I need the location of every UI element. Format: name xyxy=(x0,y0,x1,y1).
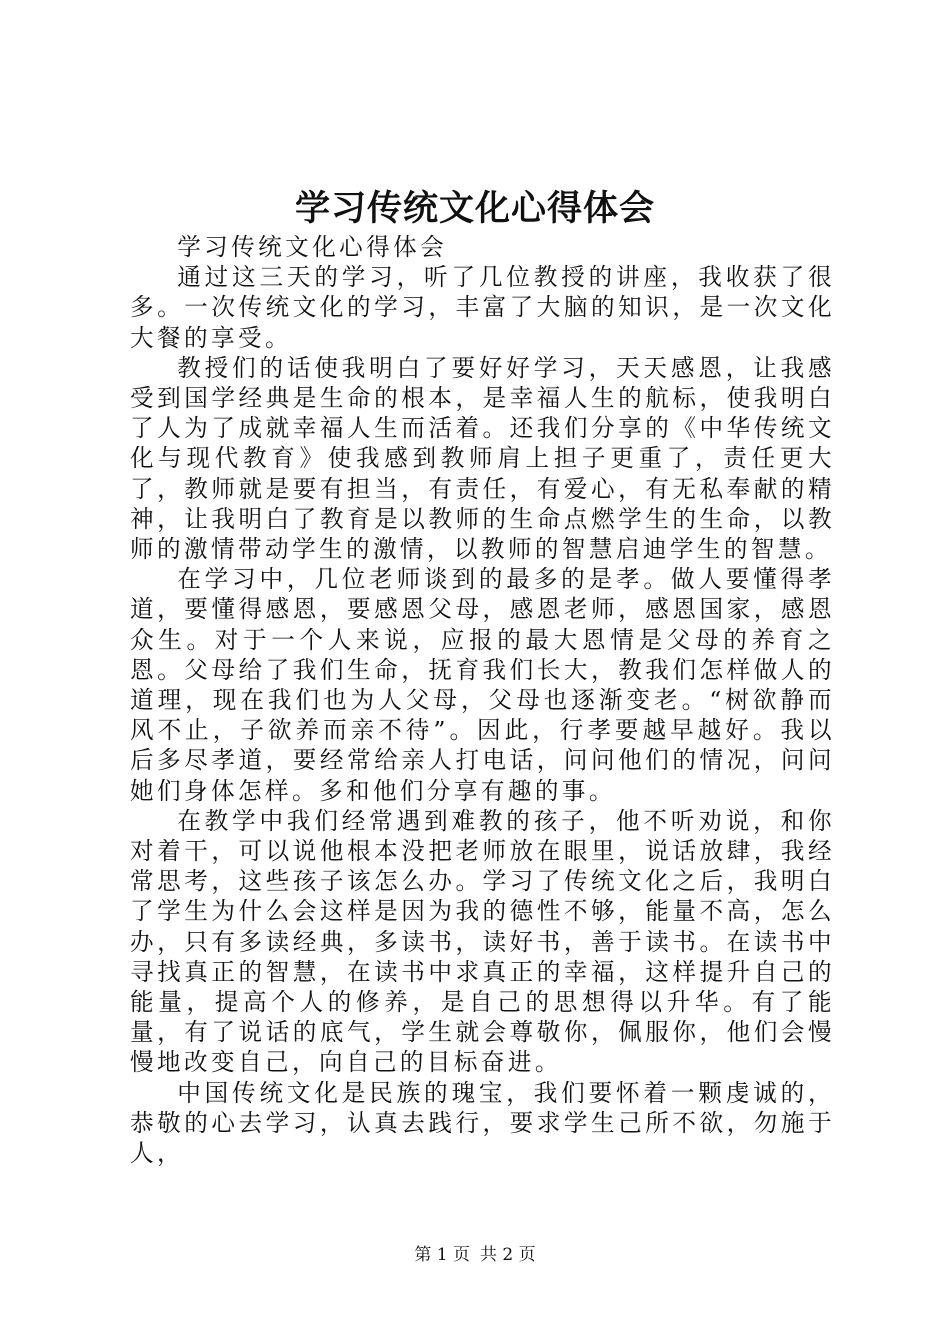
paragraph: 中国传统文化是民族的瑰宝，我们要怀着一颗虔诚的，恭敬的心去学习，认真去践行，要求学生己所不欲，勿施于人， xyxy=(130,1078,835,1168)
page-total: 共 2 页 xyxy=(480,1245,536,1265)
page-footer xyxy=(0,1243,950,1267)
paragraph: 学习传统文化心得体会 xyxy=(177,233,448,261)
document-body xyxy=(130,232,835,1168)
paragraph: 在学习中，几位老师谈到的最多的是孝。做人要懂得孝道，要懂得感恩，要感恩父母，感恩老师，感恩国家，感恩众生。对于一个人来说，应报的最大恩情是父母的养育之恩。父母给了我们生命，抚育我们长大，教我们怎样做人的道理，现在我们也为人父母，父母也逐渐变老。“树欲静而风不止，子欲养而亲不待”。因此，行孝要越早越好。我以后多尽孝道，要经常给亲人打电话，问问他们的情况，问问她们身体怎样。多和他们分享有趣的事。 xyxy=(130,565,835,805)
page-number: 第 1 页 xyxy=(414,1245,470,1265)
paragraph: 在教学中我们经常遇到难教的孩子，他不听劝说，和你对着干，可以说他根本没把老师放在眼里，说话放肆，我经常思考，这些孩子该怎么办。学习了传统文化之后，我明白了学生为什么会这样是因为我的德性不够，能量不高，怎么办，只有多读经典，多读书，读好书，善于读书。在读书中寻找真正的智慧，在读书中求真正的幸福，这样提升自己的能量，提高个人的修养，是自己的思想得以升华。有了能量，有了说话的底气，学生就会尊敬你，佩服你，他们会慢慢地改变自己，向自己的目标奋进。 xyxy=(130,806,835,1077)
paragraph: 通过这三天的学习，听了几位教授的讲座，我收获了很多。一次传统文化的学习，丰富了大脑的知识，是一次文化大餐的享受。 xyxy=(130,263,835,352)
paragraph: 教授们的话使我明白了要好好学习，天天感恩，让我感受到国学经典是生命的根本，是幸福人生的航标，使我明白了人为了成就幸福人生而活着。还我们分享的《中华传统文化与现代教育》使我感到教师肩上担子更重了，责任更大了，教师就是要有担当，有责任，有爱心，有无私奉献的精神，让我明白了教育是以教师的生命点燃学生的生命，以教师的激情带动学生的激情，以教师的智慧启迪学生的智慧。 xyxy=(130,353,835,564)
document-title: 学习传统文化心得体会 xyxy=(294,188,655,229)
